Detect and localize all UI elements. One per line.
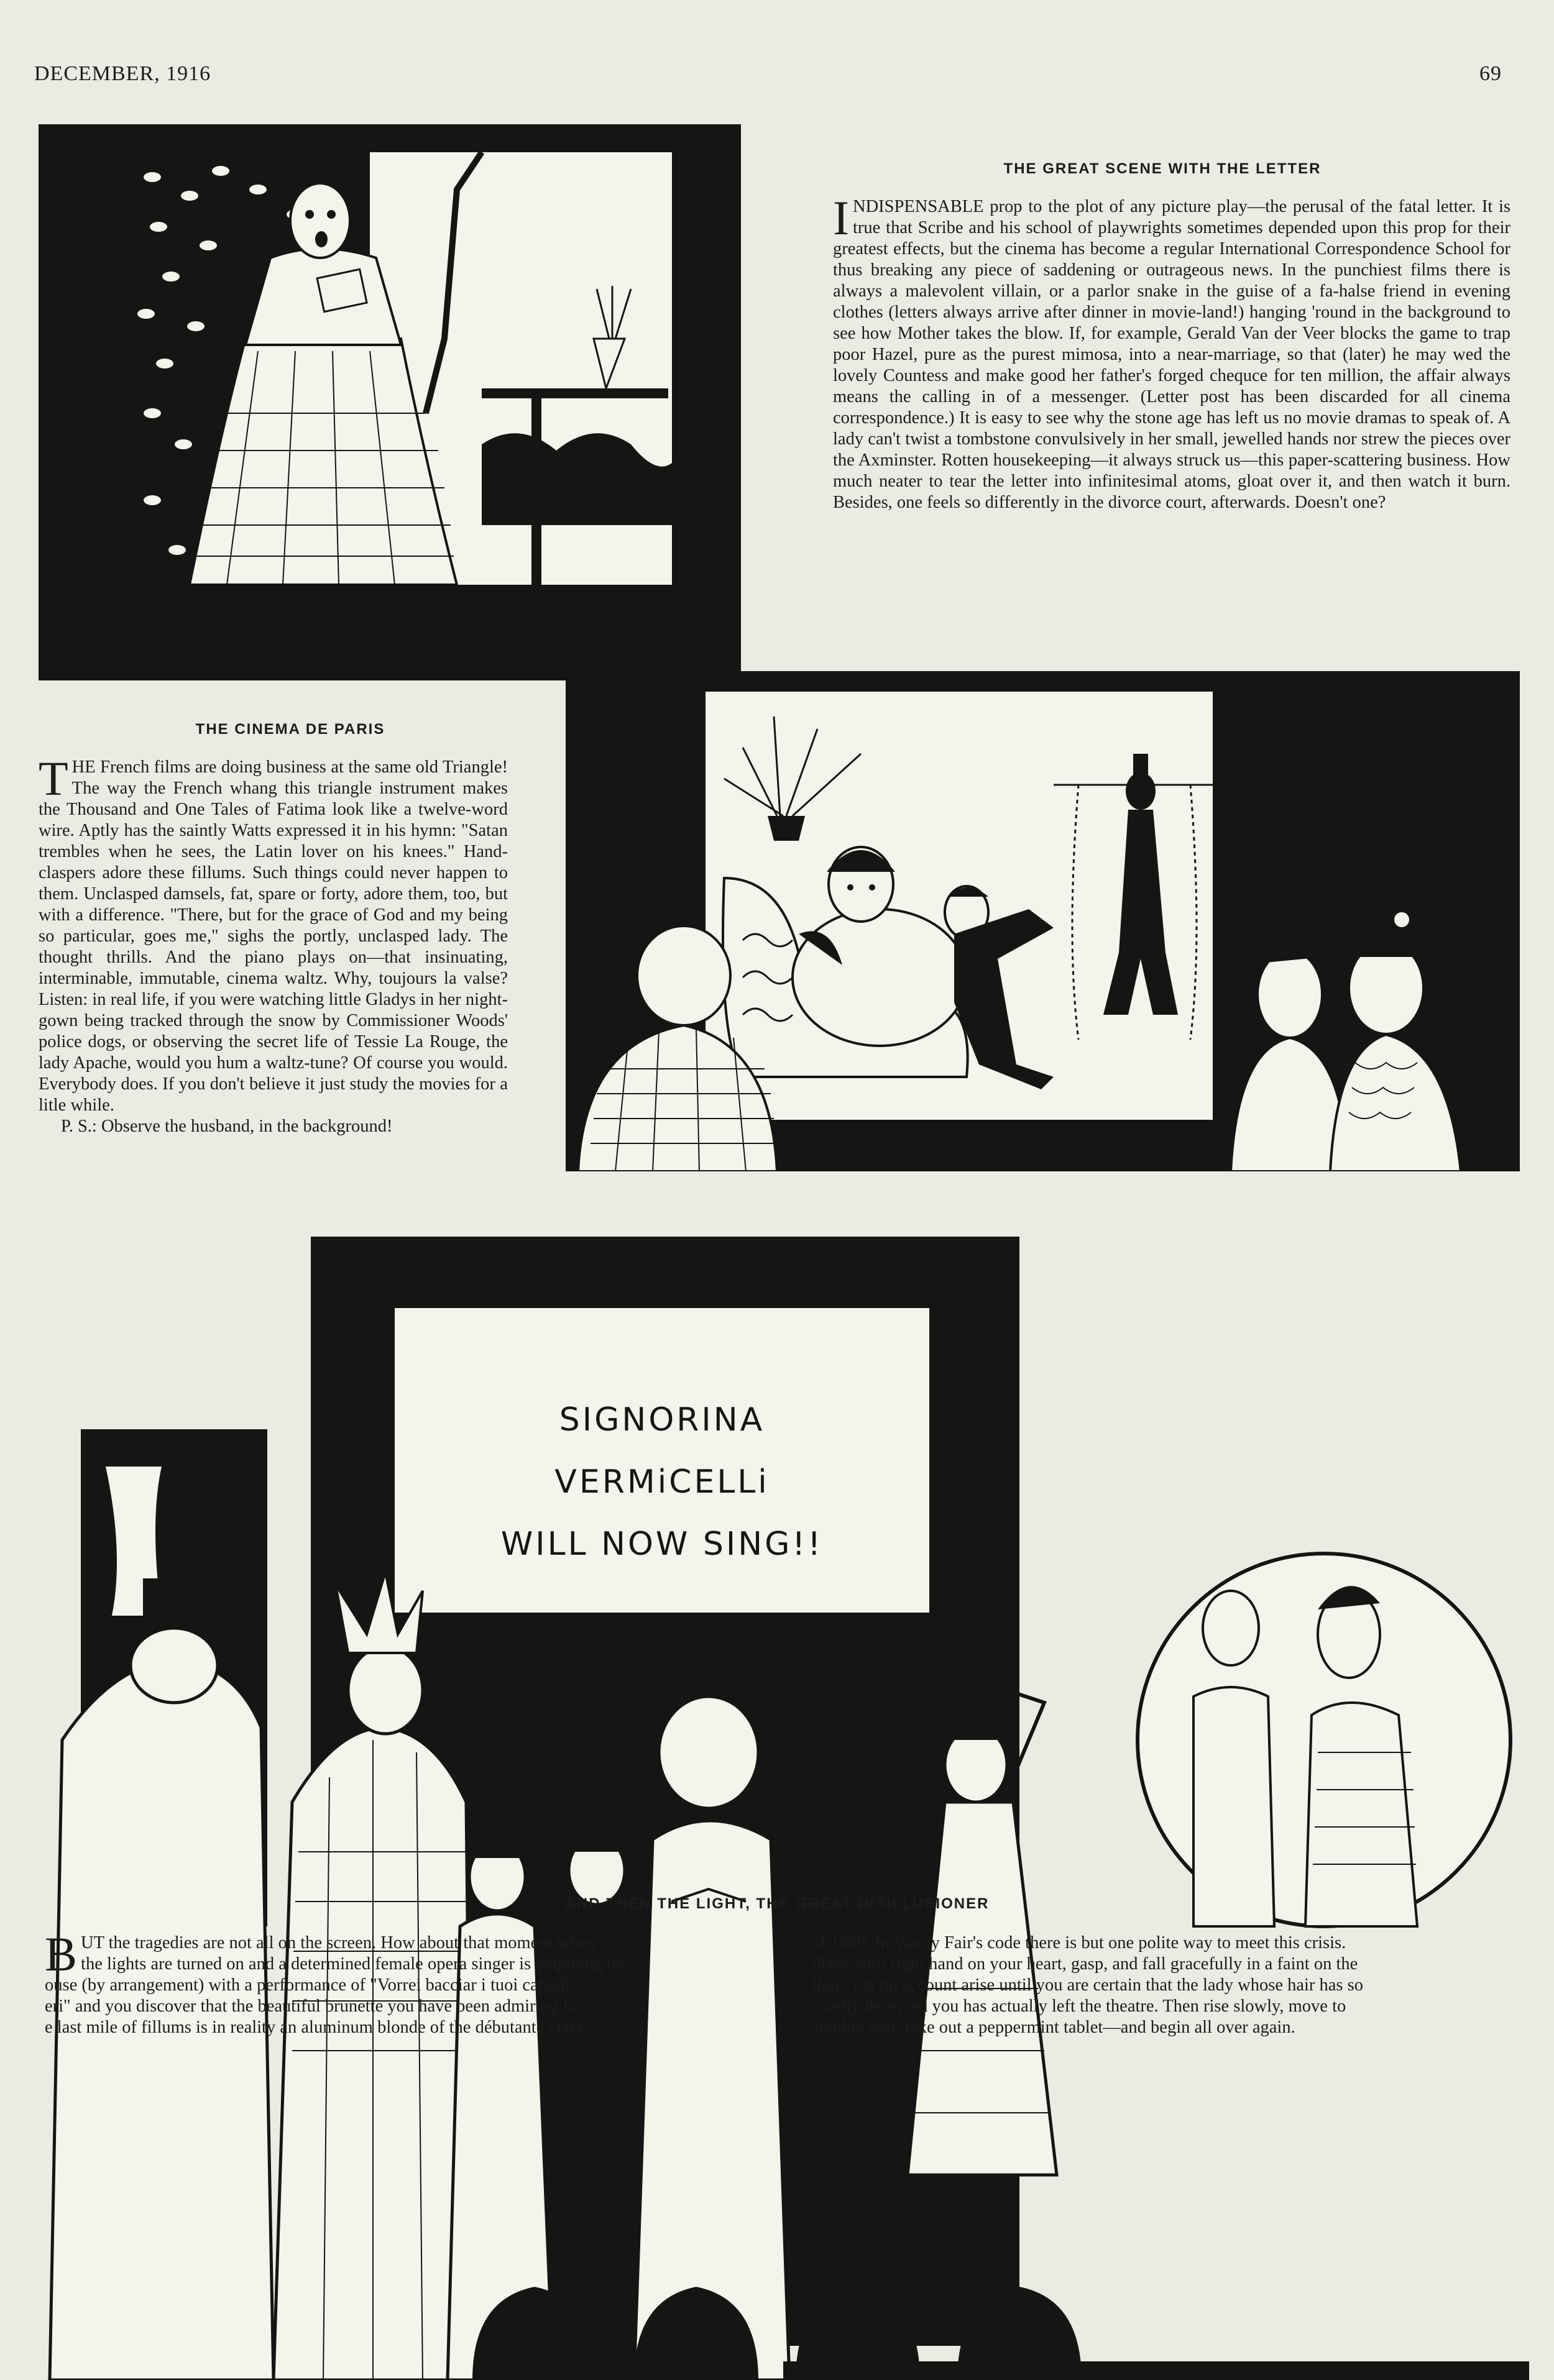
light-col1-line-4: eri" and you discover that the beautiful brunette you have been admiring for [45,1997,584,2016]
illustration-letter-frame [39,124,741,680]
light-col1-line-2: the lights are turned on and a determined female opera singer is emptying the [81,1954,628,1974]
section-heading-letter: THE GREAT SCENE WITH THE LETTER [1003,160,1322,177]
illustration-letter-panel [132,150,674,587]
running-header-date: DECEMBER, 1916 [34,62,211,85]
screen-title-line-3: WILL NOW SING!! [500,1526,824,1563]
paris-audience-drawing [566,907,1520,1171]
paris-paragraph: HE French films are doing business at the same old Triangle! The way the French whang this triangle instrument makes the Thousand and One Tales of Fatima look like a twelve-word wire. Aptly has the saintly Watts expressed it in his hymn: "Satan trembles when he sees, the Latin lover on his knees." Hand-claspers adore these fillums. Such things could never happen to them. Unclasped damsels, fat, spare or forty, adore them, too, but with a difference. "There, but for the grace of God and my being so particular, goes me," sighs the portly, unclasped lady. The thought thrills. And the piano plays on—that insinuating, interminable, immutable, cinema waltz. Why, toujours la valse? Listen: in real life, if you were watching little Gladys in her night-gown being tracked through the snow by Commissioner Woods' police dogs, or observing the secret life of Tessie La Rouge, the lady Apache, would you hum a waltz-tune? Of course you would. Everybody does. If you don't believe it just study the movies for a litle while. [39,757,508,1115]
light-col2-line-2: Place your right hand on your heart, gasp, and fall gracefully in a faint on the [811,1954,1358,1974]
letter-scene-drawing [134,152,672,585]
letter-paragraph: NDISPENSABLE prop to the plot of any picture play—the perusal of the fatal letter. It is true that Scribe and his school of playwrights sometimes depended upon this prop for their greatest effects, but the cinema has become a regular International Correspondence School for thus breaking any piece of saddening or outrageous news. In the punchiest films there is always a malevolent villain, or a parlor snake in the guise of a fa-halse friend in evening clothes (letters always arrive after dinner in movie-land!) hanging 'round in the background to see how Mother takes the blow. If, for example, Gerald Van der Veer blocks the game to trap poor Hazel, pure as the purest mimosa, into a near-marriage, so that (later) he may wed the lovely Countess and make good her father's forged chequce for ten million, the affair always means the calling in of a messenger. (Letter post has been discarded for all cinema correspondence.) It is easy to see why the stone age has left us no movie dramas to speak of. A lady can't twist a tombstone convulsively in her small, jewelled hands nor strew the pieces over the Axminster. Rotten housekeeping—it always struck us—this paper-scattering business. How much neater to tear the letter into infinitesimal atoms, gloat over it, and then watch it burn. Besides, one feels so differently in the divorce court, afterwards. Doesn't one? [833,197,1510,512]
drop-cap-t: T [39,751,68,805]
light-col2-line-5: another seat, take out a peppermint tablet—and begin all over again. [811,2018,1295,2037]
drop-cap-i: I [833,191,849,245]
light-col2-line-3: floor. On no account arise until you are certain that the lady whose hair has so [811,1975,1363,1995]
paris-postscript: P. S.: Observe the husband, in the background! [61,1117,393,1136]
screen-title-line-2: VERMiCELLi [554,1463,770,1501]
light-col2-line-4: cruelly deceived you has actually left the theatre. Then rise slowly, move to [811,1997,1346,2016]
light-col1-line-5: e last mile of fillums is in reality an aluminum blonde of the débutante class [45,2018,583,2037]
illustration-paris-frame [566,671,1520,1171]
light-col1-line-3: ouse (by arrangement) with a performance of "Vorrei bacciar i tuoi capelli [45,1975,570,1995]
section-body-letter [833,191,1510,513]
section-heading-light: AND THEN THE LIGHT, THE GREAT DISILLUSIONER [564,1895,990,1912]
drop-cap-b: B [45,1927,78,1981]
section-body-light-col1 [45,1927,769,2038]
section-heading-paris: THE CINEMA DE PARIS [195,721,385,738]
page-number: 69 [1479,62,1502,85]
section-body-paris [39,751,508,1137]
light-col1-line-1: UT the tragedies are not all on the screen. How about that moment when [81,1933,595,1952]
light-col2-line-1: of 1889. In Vanity Fair's code there is but one polite way to meet this crisis. [811,1933,1346,1952]
section-body-light-col2 [811,1933,1520,2038]
screen-title-line-1: SIGNORINA [559,1401,765,1439]
